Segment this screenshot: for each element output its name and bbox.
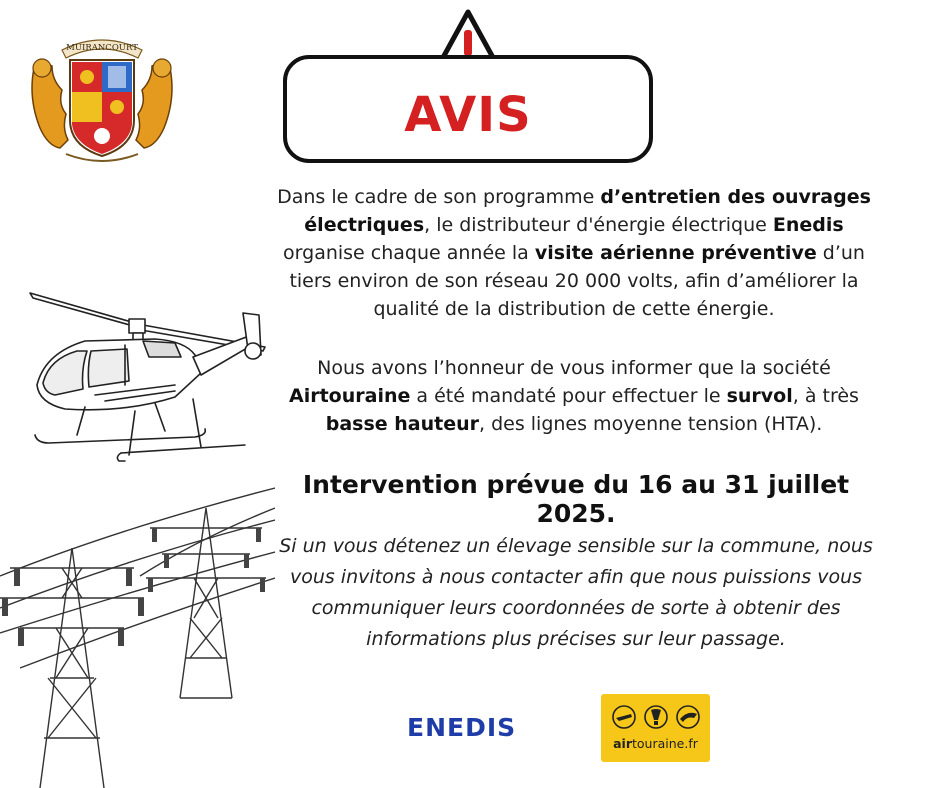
p2-bold-3: basse hauteur	[325, 413, 479, 435]
p2-text-3: , à très	[792, 385, 859, 407]
airtouraine-label-bold: air	[613, 736, 632, 751]
airtouraine-label-rest: touraine.fr	[632, 736, 698, 751]
intro-paragraph	[262, 183, 886, 323]
p2-text-4: , des lignes moyenne tension (HTA).	[479, 413, 823, 435]
intervention-dates: Intervention prévue du 16 au 31 juillet 2025.	[302, 470, 850, 528]
p2-bold-2: survol	[726, 385, 793, 407]
p1-text-4: d’un tiers environ de son réseau 20 000 volts, afin d’améliorer la qualité de la distribution de cette énergie.	[289, 242, 865, 320]
p2-text-2: a été mandaté pour effectuer le	[410, 385, 727, 407]
power-pylons-illustration	[0, 468, 275, 788]
enedis-logo: ENEDIS	[407, 713, 517, 742]
avis-title: AVIS	[404, 87, 532, 143]
p1-text-3: organise chaque année la	[283, 242, 535, 264]
helicopter-illustration	[25, 285, 275, 480]
avis-title-box	[283, 55, 653, 163]
p1-text-2: , le distributeur d'énergie électrique	[424, 214, 773, 236]
p2-text-1: Nous avons l’honneur de vous informer que la société	[317, 357, 831, 379]
airtouraine-emblem-icon	[611, 704, 701, 730]
p1-bold-1: d’entretien des ouvrages électriques	[304, 186, 871, 236]
livestock-notice: Si un vous détenez un élevage sensible sur la commune, nous vous invitons à nous contacter afin que nous puissions vous communiquer leurs coordonnées de sorte à obtenir des informations plus précises sur leur passage.	[279, 535, 873, 650]
crest-banner-text: MUIRANCOURT	[66, 43, 138, 53]
airtouraine-label	[601, 736, 710, 751]
airtouraine-paragraph	[262, 354, 886, 438]
airtouraine-logo	[601, 694, 710, 762]
muirancourt-crest-logo	[22, 28, 182, 168]
p1-bold-2: Enedis	[772, 214, 844, 236]
p2-bold-1: Airtouraine	[289, 385, 411, 407]
p1-text-1: Dans le cadre de son programme	[277, 186, 601, 208]
p1-bold-3: visite aérienne préventive	[534, 242, 817, 264]
